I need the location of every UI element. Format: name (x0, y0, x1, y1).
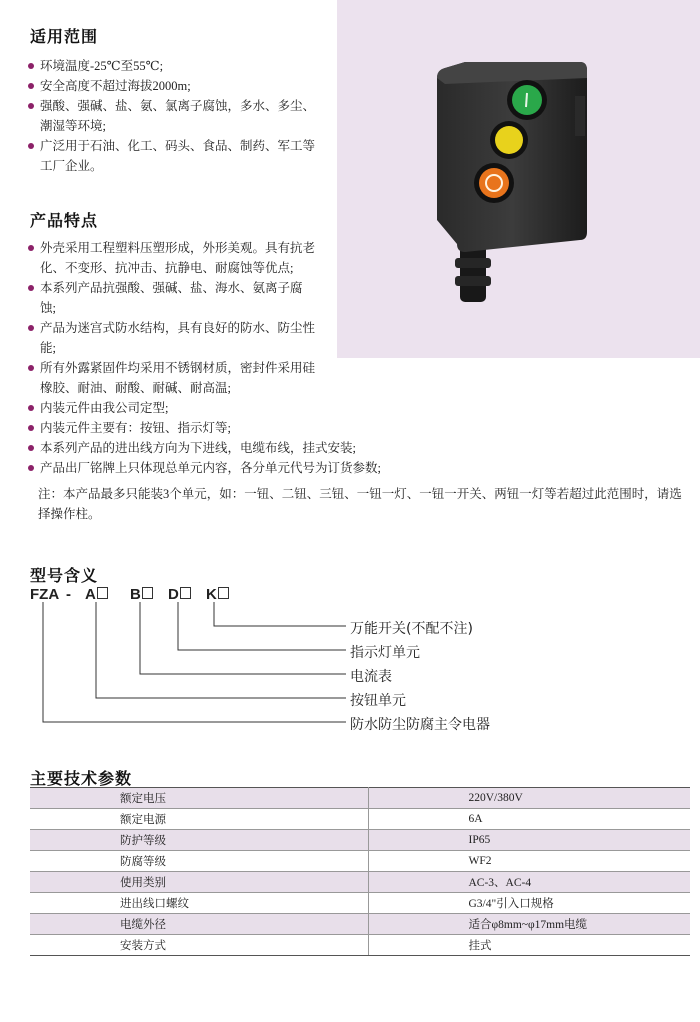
model-dash: - (66, 586, 71, 603)
blank-box-icon (218, 587, 229, 599)
table-row: 防腐等级 WF2 (30, 851, 690, 872)
model-k: K (206, 586, 217, 603)
list-item: 外壳采用工程塑料压塑形成，外形美观。具有抗老化、不变形、抗冲击、抗静电、耐腐蚀等优点; (28, 238, 318, 278)
model-a: A (85, 586, 96, 603)
blank-box-icon (97, 587, 108, 599)
table-row: 使用类别 AC-3、AC-4 (30, 872, 690, 893)
model-leader-lines (0, 600, 360, 730)
features-note: 注：本产品最多只能装3个单元，如：一钮、二钮、三钮、一钮一灯、一钮一开关、两钮一灯等若超过此范围时，请选择操作柱。 (38, 487, 682, 521)
specs-title: 主要技术参数 (30, 769, 133, 788)
list-item: 安全高度不超过海拔2000m; (28, 76, 318, 96)
scope-list (28, 56, 318, 176)
scope-title: 适用范围 (30, 27, 99, 46)
model-label-k: 万能开关(不配不注) (350, 621, 473, 637)
features-title: 产品特点 (30, 211, 99, 230)
blank-box-icon (180, 587, 191, 599)
table-row: 进出线口螺纹 G3/4"引入口规格 (30, 893, 690, 914)
list-item: 产品出厂铭牌上只体现总单元内容，各分单元代号为订货参数; (28, 458, 440, 478)
list-item: 产品为迷宫式防水结构，具有良好的防水、防尘性能; (28, 318, 318, 358)
list-item: 广泛用于石油、化工、码头、食品、制药、军工等工厂企业。 (28, 136, 318, 176)
model-title: 型号含义 (30, 566, 99, 585)
table-row: 防护等级 IP65 (30, 830, 690, 851)
product-photo (337, 0, 700, 358)
model-prefix: FZA (30, 586, 60, 603)
list-item: 本系列产品抗强酸、强碱、盐、海水、氨离子腐蚀; (28, 278, 318, 318)
list-item: 环境温度-25℃至55℃; (28, 56, 318, 76)
blank-box-icon (142, 587, 153, 599)
features-list (28, 238, 381, 478)
spec-table (30, 787, 690, 956)
table-row: 额定电源 6A (30, 809, 690, 830)
table-row: 电缆外径 适合φ8mm~φ17mm电缆 (30, 914, 690, 935)
table-row: 额定电压 220V/380V (30, 788, 690, 809)
list-item: 本系列产品的进出线方向为下进线，电缆布线，挂式安装; (28, 438, 440, 458)
list-item: 内装元件由我公司定型; (28, 398, 318, 418)
control-box-photo (337, 0, 700, 358)
list-item: 内装元件主要有：按钮、指示灯等; (28, 418, 318, 438)
model-label-b: 电流表 (350, 669, 392, 685)
model-label-a: 按钮单元 (350, 693, 406, 709)
model-label-prefix: 防水防尘防腐主令电器 (350, 717, 490, 733)
model-b: B (130, 586, 141, 603)
table-row: 安装方式 挂式 (30, 935, 690, 956)
list-item: 强酸、强碱、盐、氨、氯离子腐蚀，多水、多尘、潮湿等环境; (28, 96, 318, 136)
model-d: D (168, 586, 179, 603)
model-label-d: 指示灯单元 (350, 645, 420, 661)
list-item: 所有外露紧固件均采用不锈钢材质，密封件采用硅橡胶、耐油、耐酸、耐碱、耐高温; (28, 358, 318, 398)
